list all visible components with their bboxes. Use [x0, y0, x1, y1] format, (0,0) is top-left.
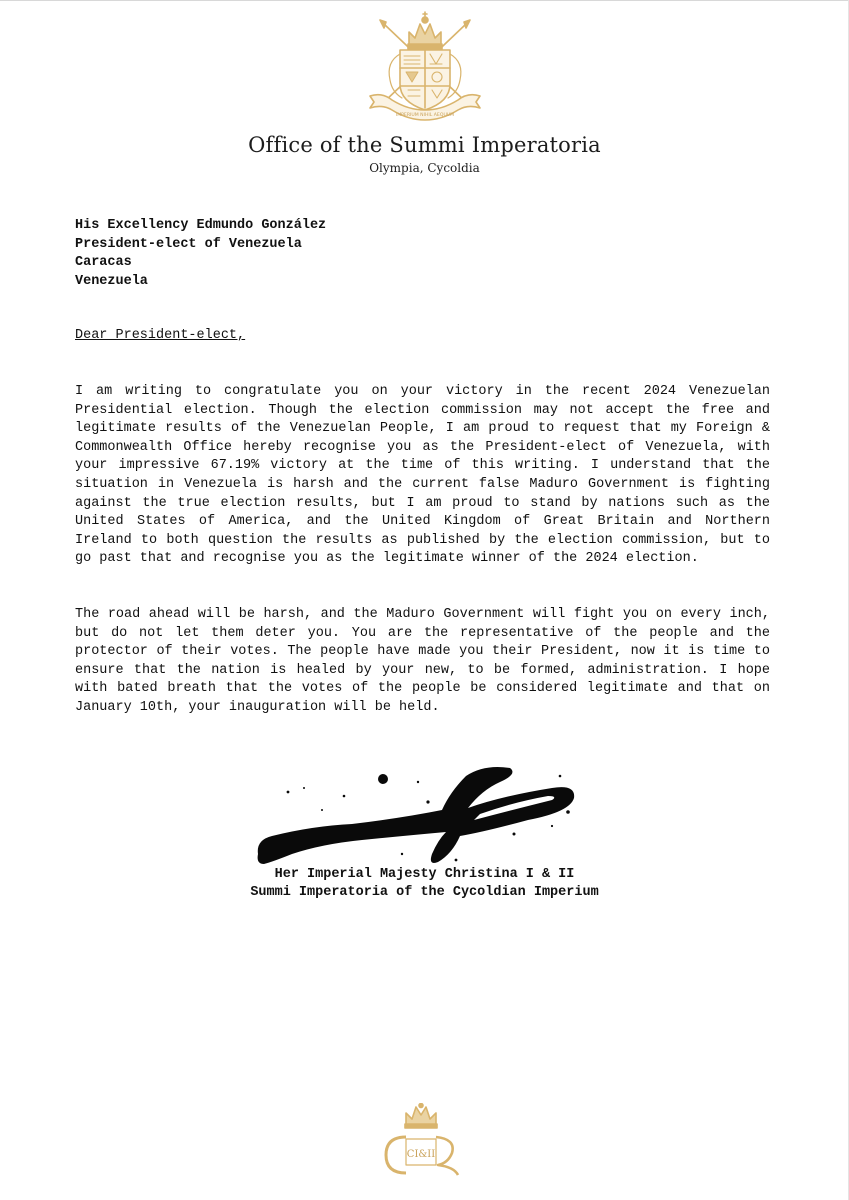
imperial-coat-of-arms-icon	[362, 10, 488, 132]
body-paragraph-1: I am writing to congratulate you on your victory in the recent 2024 Venezuelan Presidential election. Though the election commission may not accept the free and legitimate results of the Venezuelan People, I am proud to request that my Foreign & Commonwealth Office hereby recognise you as the President-elect of Venezuela, with your impressive 67.19% victory at the time of this writing. I understand that the situation in Venezuela is harsh and the current false Maduro Government is fighting against the true election results, but I am proud to stand by nations such as the United States of America, and the United Kingdom of Great Britain and Northern Ireland to both question the results as published by the election commission, but to go past that and recognise you as the legitimate winner of the 2024 election.	[75, 384, 770, 567]
recipient-country: Venezuela	[75, 273, 148, 289]
body-paragraph-2: The road ahead will be harsh, and the Maduro Government will fight you on every inch, but do not let them deter you. You are the representative of the people and the protector of their votes. The people have made you their President, now it is time to ensure that the nation is healed by your new, to be formed, administration. I hope with bated breath that the votes of the people be considered legitimate and that on January 10th, your inauguration will be held.	[75, 607, 770, 715]
recipient-city: Caracas	[75, 255, 132, 270]
salutation: Dear President-elect,	[75, 328, 246, 343]
signer-title: Summi Imperatoria of the Cycoldian Imperium	[250, 885, 599, 900]
crowned-monogram-icon	[376, 1103, 466, 1177]
recipient-name: His Excellency Edmundo González	[75, 218, 327, 233]
crest-motto: IMPERIUM NIHIL AEQUUM	[395, 113, 455, 118]
recipient-address	[75, 217, 326, 291]
recipient-title: President-elect of Venezuela	[75, 236, 302, 252]
handwritten-signature-icon	[252, 762, 582, 874]
signer-name: Her Imperial Majesty Christina I & II	[274, 867, 575, 882]
office-location: Olympia, Cycoldia	[369, 161, 480, 175]
page-border-top	[0, 0, 849, 1]
office-title: Office of the Summi Imperatoria	[248, 133, 601, 157]
monogram-text: CI&II	[406, 1149, 436, 1160]
